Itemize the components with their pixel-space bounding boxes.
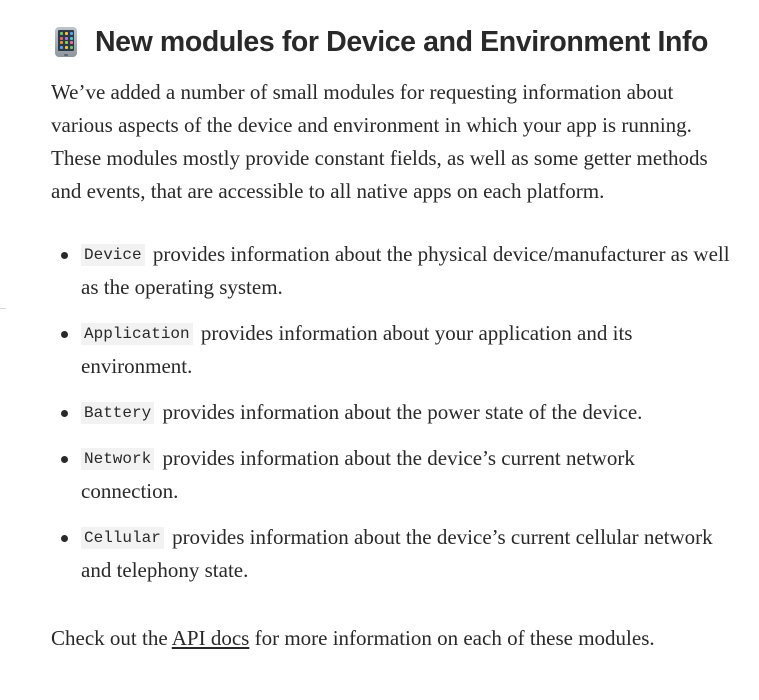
bullet-icon [61,410,68,417]
bullet-icon [61,456,68,463]
list-item-application [51,317,731,383]
module-code-cellular: Cellular [81,527,164,549]
list-item-battery [51,396,731,429]
module-code-battery: Battery [81,402,154,424]
mobile-phone-icon [55,27,77,57]
module-description: provides information about the device’s current network connection. [81,446,635,503]
closing-text-after: for more information on each of these modules. [249,626,655,650]
bullet-icon [61,535,68,542]
module-description: provides information about the physical device/manufacturer as well as the operating system. [81,242,730,299]
closing-paragraph [51,622,731,655]
module-description: provides information about the power state of the device. [162,400,643,424]
left-edge-divider [0,308,6,309]
heading-text: New modules for Device and Environment Info [95,26,709,58]
api-docs-link[interactable]: API docs [171,626,250,650]
intro-paragraph: We’ve added a number of small modules for requesting information about various aspects of the device and environment in which your app is running. These modules mostly provide constant fields, as well as some getter methods and events, that are accessible to all native apps on each platform. [51,80,708,203]
article [51,20,731,655]
module-list [51,238,731,587]
list-item-device [51,238,731,304]
list-item-network [51,442,731,508]
list-item-cellular [51,521,731,587]
module-code-network: Network [81,448,154,470]
module-description: provides information about the device’s current cellular network and telephony state. [81,525,713,582]
section-heading [51,20,731,64]
module-code-device: Device [81,244,145,266]
module-code-application: Application [81,323,193,345]
bullet-icon [61,331,68,338]
closing-text-before: Check out the [51,626,172,650]
module-description: provides information about your application and its environment. [81,321,633,378]
bullet-icon [61,252,68,259]
